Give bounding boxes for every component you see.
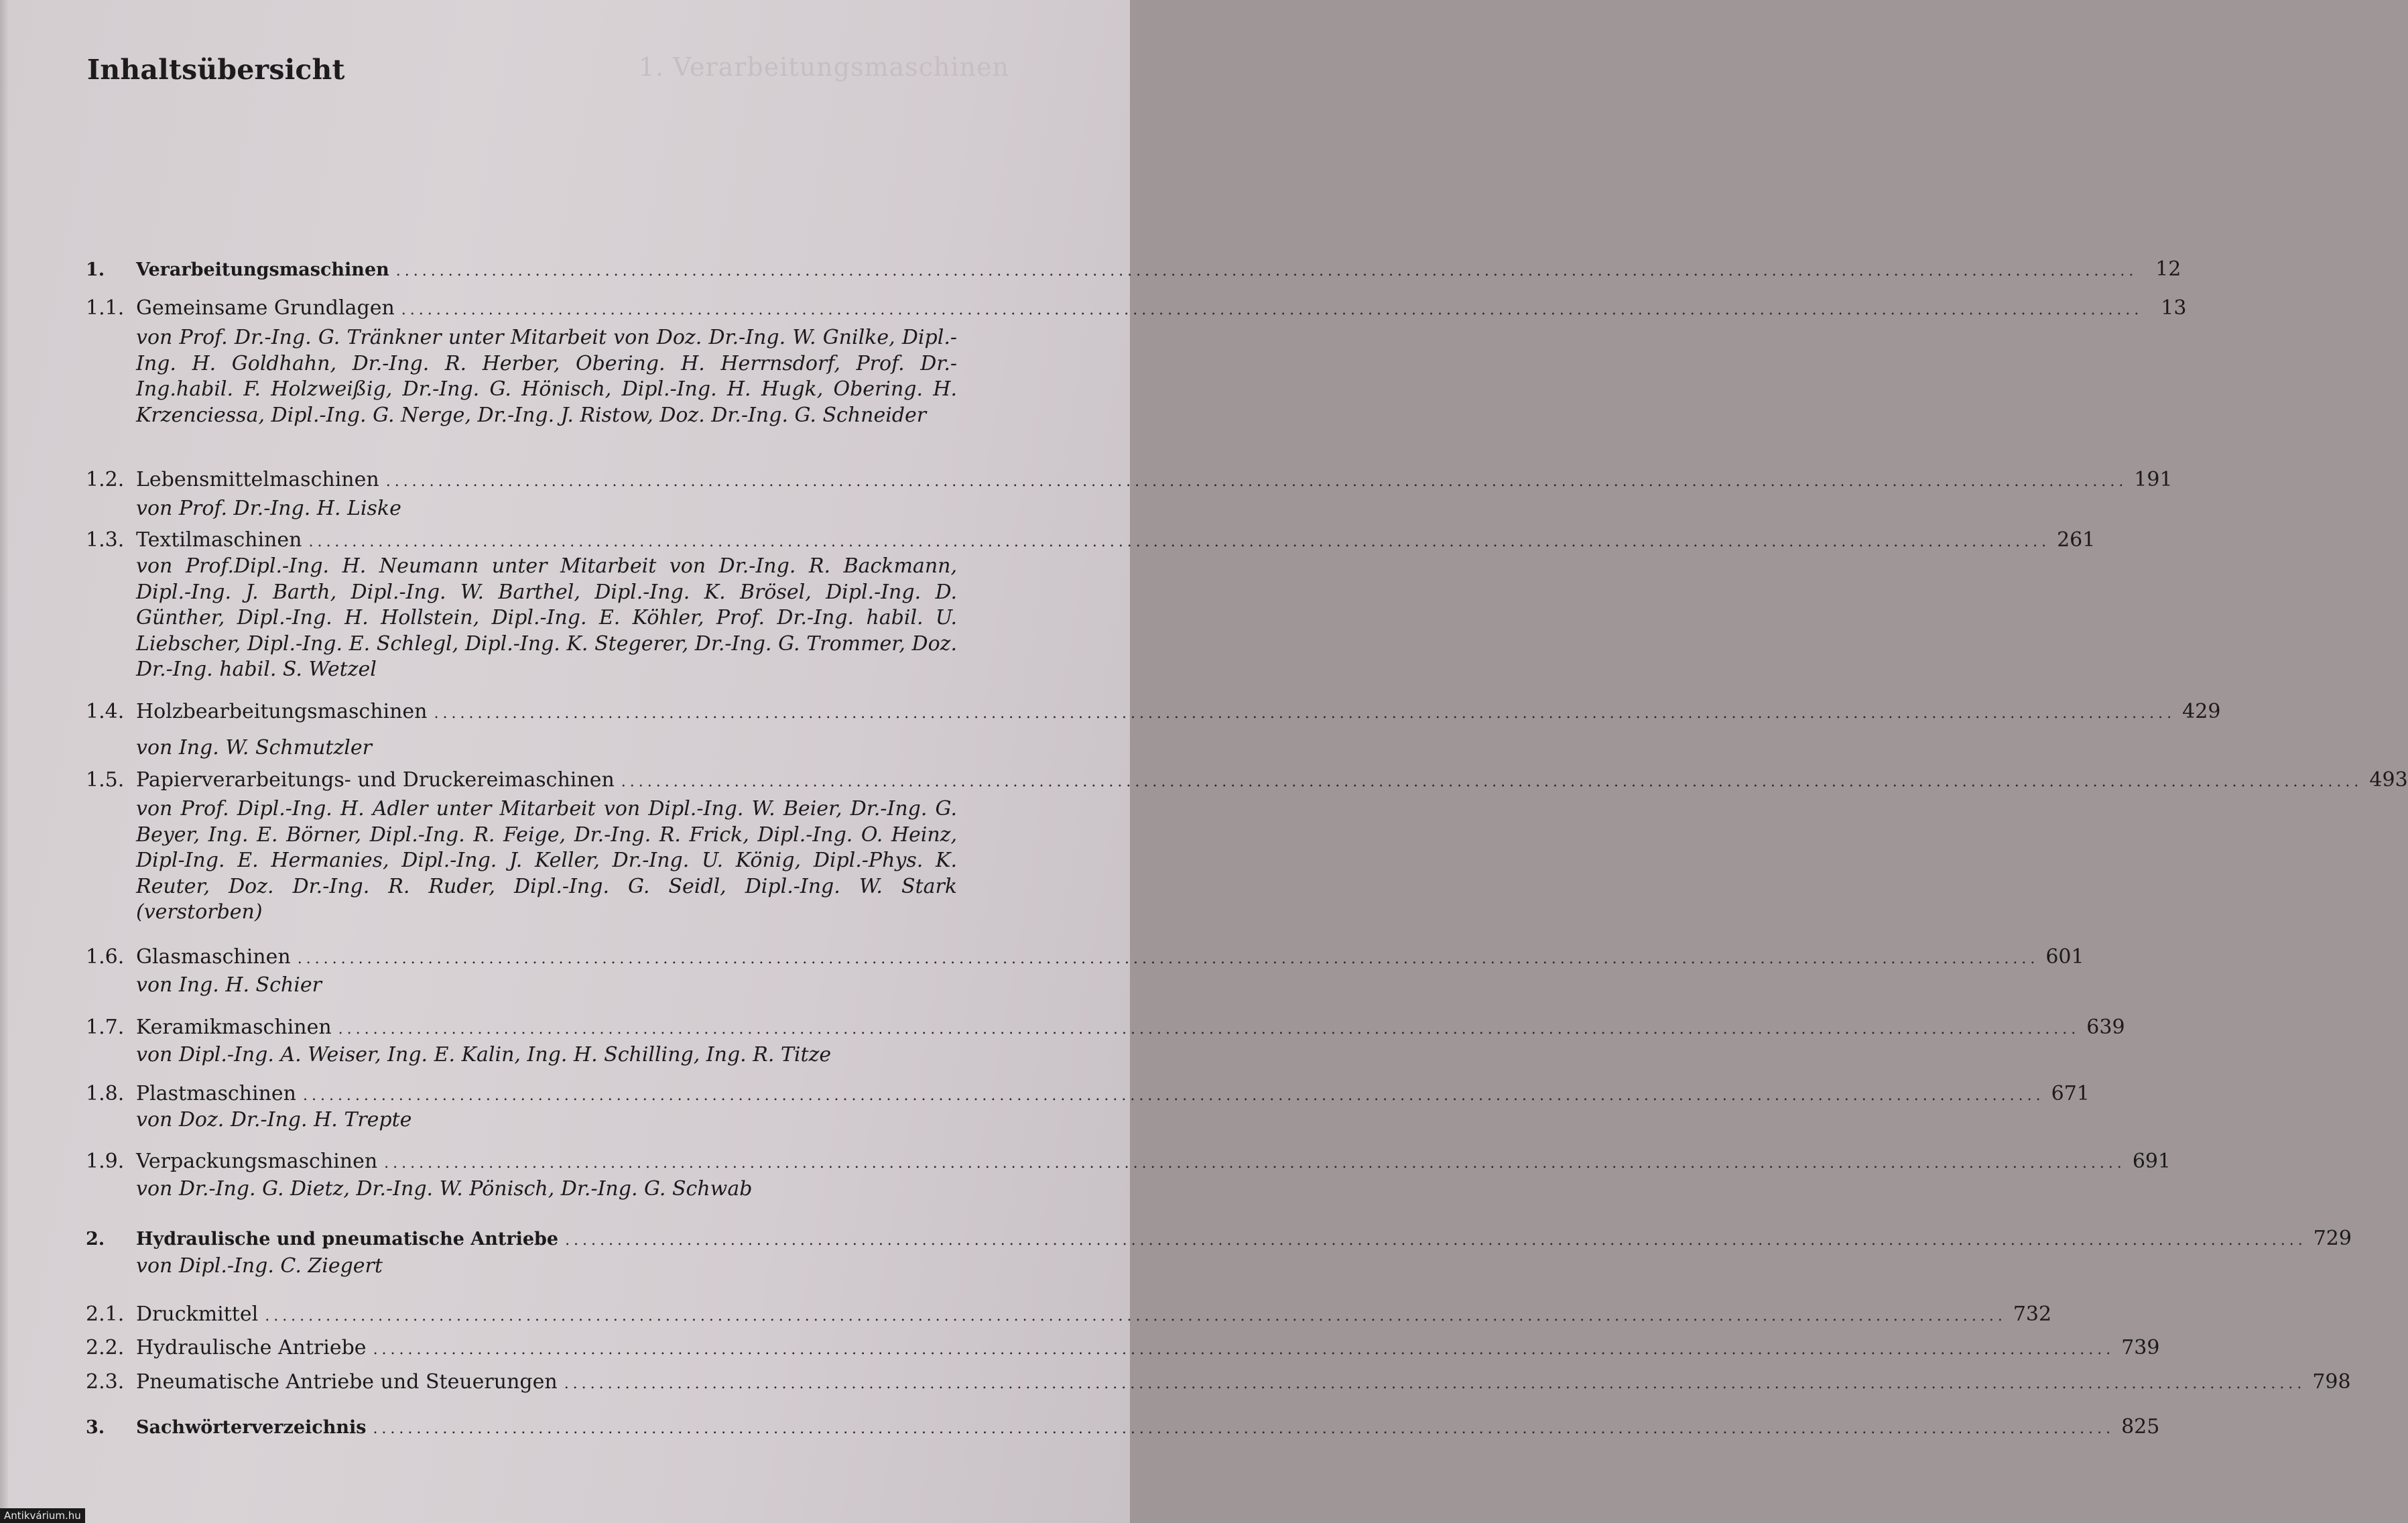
toc-entry-page: 739	[2121, 1336, 2160, 1359]
toc-entry-title: Papierverarbeitungs- und Druckereimaschinen	[136, 768, 615, 792]
toc-entry-number: 2.	[86, 1229, 105, 1250]
toc-entry	[86, 1016, 2125, 1045]
toc-entry-title: Keramikmaschinen	[136, 1016, 332, 1039]
toc-entry-page: 729	[2313, 1227, 2352, 1250]
toc-entry-number: 1.5.	[86, 768, 125, 792]
toc-entry	[86, 768, 2408, 798]
dot-leader: ........................................................................................................................................................................................................	[338, 1021, 2080, 1038]
toc-entry-number: 1.8.	[86, 1082, 125, 1105]
toc-entry-title: Verarbeitungsmaschinen	[136, 259, 389, 280]
toc-entry-number: 1.2.	[86, 468, 125, 491]
toc-entry-title: Glasmaschinen	[136, 945, 291, 969]
dot-leader: ........................................................................................................................................................................................................	[564, 1376, 2306, 1392]
dot-leader: ........................................................................................................................................................................................................	[302, 1087, 2045, 1104]
toc-entry-page: 493	[2369, 768, 2408, 792]
toc-entry-page: 691	[2132, 1150, 2171, 1173]
toc-entry-page: 12	[2155, 257, 2181, 281]
dot-leader: ........................................................................................................................................................................................................	[621, 774, 2363, 790]
toc-entry-title: Textilmaschinen	[136, 528, 302, 552]
dot-leader: ........................................................................................................................................................................................................	[373, 1341, 2115, 1358]
toc-entry	[86, 1370, 2351, 1400]
toc-entry-number: 1.1.	[86, 296, 125, 320]
toc-entry-title: Druckmittel	[136, 1302, 259, 1326]
toc-entry-title: Sachwörterverzeichnis	[136, 1417, 367, 1438]
page-title: Inhaltsübersicht	[87, 54, 345, 86]
toc-entry-title: Plastmaschinen	[136, 1082, 296, 1105]
page-edge	[0, 0, 8, 1523]
toc-entry	[86, 700, 2221, 729]
toc-entry-authors: von Prof. Dipl.-Ing. H. Adler unter Mitarbeit von Dipl.-Ing. W. Beier, Dr.-Ing. G. Beyer, Ing. E. Börner, Dipl.-Ing. R. Feige, Dr.-Ing. R. Frick, Dipl.-Ing. O. Heinz, Dipl-Ing. E. Hermanies, Dipl.-Ing. J. Keller, Dr.-Ing. U. König, Dipl.-Phys. K. Reuter, Doz. Dr.-Ing. R. Ruder, Dipl.-Ing. G. Seidl, Dipl.-Ing. W. Stark (verstorben)	[136, 797, 957, 924]
toc-entry-number: 2.2.	[86, 1336, 125, 1359]
toc-entry-number: 1.6.	[86, 945, 125, 969]
toc-entry-page: 798	[2312, 1370, 2351, 1394]
dot-leader: ........................................................................................................................................................................................................	[373, 1420, 2115, 1437]
toc-entry-title: Pneumatische Antriebe und Steuerungen	[136, 1370, 558, 1394]
toc-entry-page: 671	[2051, 1082, 2090, 1105]
toc-entry-title: Gemeinsame Grundlagen	[136, 296, 395, 320]
toc-entry	[86, 468, 2173, 497]
toc-entry-page: 639	[2086, 1016, 2125, 1039]
toc-entry-number: 2.1.	[86, 1302, 125, 1326]
show-through-heading: 1. Verarbeitungsmaschinen	[638, 52, 1009, 82]
toc-entry-title: Hydraulische Antriebe	[136, 1336, 367, 1359]
toc-entry-page: 732	[2013, 1302, 2052, 1326]
toc-entry-page: 261	[2057, 528, 2096, 552]
toc-entry-authors: von Ing. W. Schmutzler	[136, 736, 372, 759]
toc-entry	[86, 1227, 2352, 1256]
toc-entry	[86, 1415, 2160, 1445]
dot-leader: ........................................................................................................................................................................................................	[434, 705, 2176, 722]
dot-leader: ........................................................................................................................................................................................................	[265, 1308, 2007, 1325]
toc-entry-page: 13	[2161, 296, 2187, 320]
toc-entry-number: 1.4.	[86, 700, 125, 723]
toc-entry	[86, 945, 2084, 975]
toc-entry	[86, 1336, 2160, 1365]
dot-leader: ........................................................................................................................................................................................................	[384, 1155, 2126, 1172]
toc-entry-page: 429	[2182, 700, 2221, 723]
toc-entry-number: 1.7.	[86, 1016, 125, 1039]
toc-entry-number: 1.9.	[86, 1150, 125, 1173]
toc-entry-authors: von Ing. H. Schier	[136, 973, 322, 997]
toc-entry	[86, 1150, 2171, 1179]
toc-entry-title: Hydraulische und pneumatische Antriebe	[136, 1229, 559, 1250]
toc-entry	[86, 257, 2181, 287]
toc-entry-authors: von Dipl.-Ing. C. Ziegert	[136, 1254, 383, 1278]
toc-entry-number: 3.	[86, 1417, 105, 1438]
dot-leader: ........................................................................................................................................................................................................	[401, 302, 2143, 318]
toc-entry-page: 825	[2121, 1415, 2160, 1439]
dot-leader: ........................................................................................................................................................................................................	[385, 473, 2128, 490]
toc-entry-title: Verpackungsmaschinen	[136, 1150, 378, 1173]
dot-leader: ........................................................................................................................................................................................................	[297, 951, 2039, 967]
dot-leader: ........................................................................................................................................................................................................	[565, 1232, 2307, 1249]
toc-entry-title: Lebensmittelmaschinen	[136, 468, 379, 491]
toc-entry-authors: von Prof. Dr.-Ing. G. Tränkner unter Mitarbeit von Doz. Dr.-Ing. W. Gnilke, Dipl.-Ing. H. Goldhahn, Dr.-Ing. R. Herber, Obering. H. Herrnsdorf, Prof. Dr.-Ing.habil. F. Holzweißig, Dr.-Ing. G. Hönisch, Dipl.-Ing. H. Hugk, Obering. H. Krzenciessa, Dipl.-Ing. G. Nerge, Dr.-Ing. J. Ristow, Doz. Dr.-Ing. G. Schneider	[136, 326, 957, 427]
toc-entry-number: 1.	[86, 259, 105, 280]
toc-entry-page: 601	[2045, 945, 2084, 969]
toc-entry	[86, 1302, 2052, 1332]
toc-entry	[86, 296, 2187, 326]
dot-leader: ........................................................................................................................................................................................................	[395, 263, 2138, 280]
toc-entry-number: 1.3.	[86, 528, 125, 552]
toc-entry-authors: von Dr.-Ing. G. Dietz, Dr.-Ing. W. Pönisch, Dr.-Ing. G. Schwab	[136, 1177, 753, 1201]
toc-entry-authors: von Dipl.-Ing. A. Weiser, Ing. E. Kalin, Ing. H. Schilling, Ing. R. Titze	[136, 1043, 832, 1067]
toc-entry-authors: von Prof.Dipl.-Ing. H. Neumann unter Mitarbeit von Dr.-Ing. R. Backmann, Dipl.-Ing. J. Barth, Dipl.-Ing. W. Barthel, Dipl.-Ing. K. Brösel, Dipl.-Ing. D. Günther, Dipl.-Ing. H. Hollstein, Dipl.-Ing. E. Köhler, Prof. Dr.-Ing. habil. U. Liebscher, Dipl.-Ing. E. Schlegl, Dipl.-Ing. K. Stegerer, Dr.-Ing. G. Trommer, Doz. Dr.-Ing. habil. S. Wetzel	[136, 554, 957, 681]
toc-entry-page: 191	[2134, 468, 2173, 491]
watermark: Antikvárium.hu	[0, 1508, 85, 1523]
toc-entry-authors: von Prof. Dr.-Ing. H. Liske	[136, 497, 401, 520]
toc-entry-number: 2.3.	[86, 1370, 125, 1394]
toc-entry-title: Holzbearbeitungsmaschinen	[136, 700, 428, 723]
dot-leader: ........................................................................................................................................................................................................	[308, 534, 2051, 550]
toc-entry-authors: von Doz. Dr.-Ing. H. Trepte	[136, 1108, 412, 1132]
